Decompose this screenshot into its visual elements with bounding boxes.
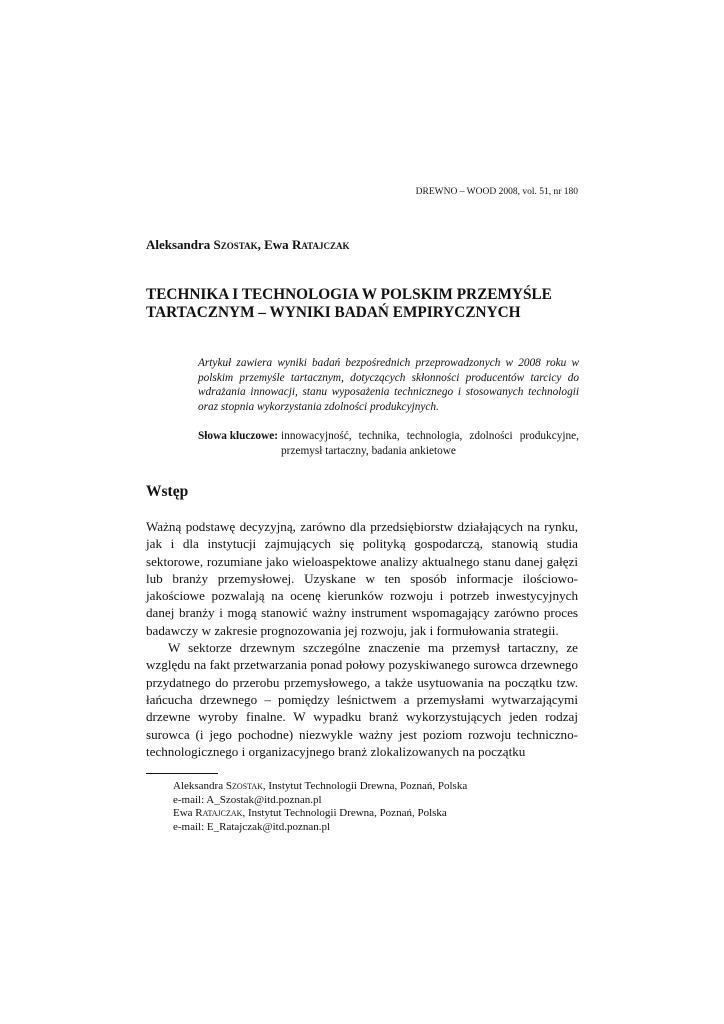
footnote-affiliation-1 [173, 780, 467, 794]
author-1-surname-rest: zostak [220, 237, 258, 252]
author-1-surname-initial: S [213, 237, 221, 252]
title-line-1: TECHNIKA I TECHNOLOGIA W POLSKIM PRZEMYŚLE [146, 286, 552, 303]
footnote-1-smallcaps: zostak [231, 780, 263, 792]
keywords-text: innowacyjność, technika, technologia, zdolności produkcyjne, przemysł tartaczny, badania ankietowe [281, 430, 579, 457]
footnote-email-1: e-mail: A_Szostak@itd.poznan.pl [173, 793, 322, 806]
body-text [146, 518, 578, 760]
footnote-3-smallcaps: atajczak [202, 807, 243, 819]
footnotes [173, 780, 467, 834]
paragraph-2: W sektorze drzewnym szczególne znaczenie ma przemysł tartaczny, ze względu na fakt przetwarzania ponad połowy pozyskiwanego surowca drzewnego przydatnego do przerobu przemysłowego, a także usytuowania na początku tzw. łańcucha drzewnego – pomiędzy leśnictwem a przemysłami wytwarzającymi drzewne wyroby finalne. W wypadku branż wykorzystujących jeden rodzaj surowca (i jego pochodne) niezwykle ważny jest poziom rozwoju techniczno-technologicznego i organizacyjnego branż zlokalizowanych na początku [146, 640, 578, 759]
footnote-divider [146, 773, 218, 774]
author-2-surname-initial: R [291, 237, 302, 252]
keywords [198, 429, 579, 458]
author-1-first-name: Aleksandra [146, 237, 214, 252]
paper-title [146, 286, 586, 322]
footnote-1-post: , Instytut Technologii Drewna, Poznań, Polska [262, 780, 468, 792]
keywords-label: Słowa kluczowe: [198, 430, 279, 442]
paragraph-1: Ważną podstawę decyzyjną, zarówno dla przedsiębiorstw działających na rynku, jak i dla instytucji zajmujących się polityką gospodarczą, stanowią studia sektorowe, rozumiane jako wieloaspektowe analizy aktualnego stanu danej gałęzi lub branży przemysłowej. Uzyskane w ten sposób informacje ilościowo-jakościowe pozwalają na ocenę kierunków rozwoju i potrzeb inwestycyjnych danej branży i mogą stanowić ważny instrument wspomagający zarówno proces badawczy w zakresie prognozowania jej rozwoju, jak i formułowania strategii. [146, 519, 578, 638]
section-heading: Wstęp [146, 483, 189, 500]
author-2-surname-rest: atajczak [301, 237, 350, 252]
author-line [146, 237, 350, 253]
running-head: DREWNO – WOOD 2008, vol. 51, nr 180 [415, 187, 578, 197]
author-2-first-name: Ewa [264, 237, 292, 252]
footnote-3-post: , Instytut Technologii Drewna, Poznań, Polska [242, 807, 447, 819]
footnote-affiliation-2 [173, 807, 467, 821]
footnote-email-2: e-mail: E_Ratajczak@itd.poznan.pl [173, 820, 331, 833]
footnote-1-pre: Aleksandra S [173, 780, 232, 792]
footnote-3-pre: Ewa R [173, 807, 203, 819]
title-line-2: TARTACZNYM – WYNIKI BADAŃ EMPIRYCZNYCH [146, 304, 521, 321]
abstract: Artykuł zawiera wyniki badań bezpośrednich przeprowadzonych w 2008 roku w polskim przemyśle tartacznym, dotyczących skłonności producentów tarcicy do wdrażania innowacji, stanu wyposażenia technicznego i stosowanych technologii oraz stopnia wykorzystania zdolności produkcyjnych. [198, 357, 579, 413]
author-separator: , [257, 237, 265, 252]
